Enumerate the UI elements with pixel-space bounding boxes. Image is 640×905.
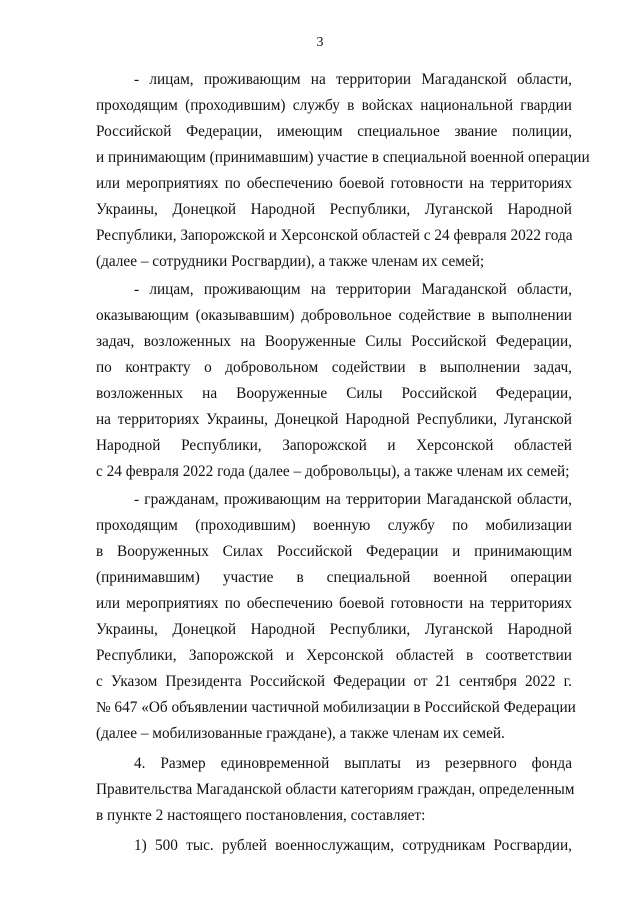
text-line: Российской Федерации, имеющим специальное звание полиции,	[96, 123, 572, 140]
text-line: - лицам, проживающим на территории Магаданской области,	[134, 281, 572, 298]
text-line: 1) 500 тыс. рублей военнослужащим, сотрудникам Росгвардии,	[134, 837, 572, 854]
text-line: № 647 «Об объявлении частичной мобилизации в Российской Федерации	[96, 699, 576, 716]
text-line: или мероприятиях по обеспечению боевой готовности на территориях	[96, 595, 572, 612]
text-line: по контракту о добровольном содействии в выполнении задач,	[96, 359, 572, 376]
text-line: Народной Республики, Запорожской и Херсонской областей	[96, 437, 572, 454]
text-line: Украины, Донецкой Народной Республики, Луганской Народной	[96, 201, 572, 218]
text-line: (принимавшим) участие в специальной военной операции	[96, 569, 572, 586]
text-line: в Вооруженных Силах Российской Федерации и принимающим	[96, 543, 572, 560]
page-number: 3	[316, 35, 324, 50]
text-line: 4. Размер единовременной выплаты из резервного фонда	[134, 755, 572, 772]
text-line: Республики, Запорожской и Херсонской областей с 24 февраля 2022 года	[96, 227, 573, 244]
text-line: оказывающим (оказывавшим) добровольное содействие в выполнении	[96, 307, 572, 324]
text-line: Республики, Запорожской и Херсонской областей в соответствии	[96, 647, 572, 664]
text-line: Украины, Донецкой Народной Республики, Луганской Народной	[96, 621, 572, 638]
text-line: и принимающим (принимавшим) участие в специальной военной операции	[96, 149, 590, 166]
text-line: проходящим (проходившим) военную службу по мобилизации	[96, 517, 572, 534]
text-line: с 24 февраля 2022 года (далее – добровольцы), а также членам их семей;	[96, 463, 570, 480]
text-line: или мероприятиях по обеспечению боевой готовности на территориях	[96, 175, 572, 192]
text-line: проходящим (проходившим) службу в войсках национальной гвардии	[96, 97, 572, 114]
text-line: - гражданам, проживающим на территории Магаданской области,	[134, 491, 572, 508]
text-line: Правительства Магаданской области категориям граждан, определенным	[96, 781, 575, 798]
text-line: (далее – сотрудники Росгвардии), а также членам их семей;	[96, 253, 485, 270]
text-line: задач, возложенных на Вооруженные Силы Российской Федерации,	[96, 333, 572, 350]
text-line: на территориях Украины, Донецкой Народной Республики, Луганской	[96, 411, 572, 428]
text-line: возложенных на Вооруженные Силы Российской Федерации,	[96, 385, 572, 402]
text-line: (далее – мобилизованные граждане), а также членам их семей.	[96, 725, 505, 742]
text-line: с Указом Президента Российской Федерации от 21 сентября 2022 г.	[96, 673, 572, 690]
text-line: в пункте 2 настоящего постановления, составляет:	[96, 807, 426, 824]
text-line: - лицам, проживающим на территории Магаданской области,	[134, 71, 572, 88]
